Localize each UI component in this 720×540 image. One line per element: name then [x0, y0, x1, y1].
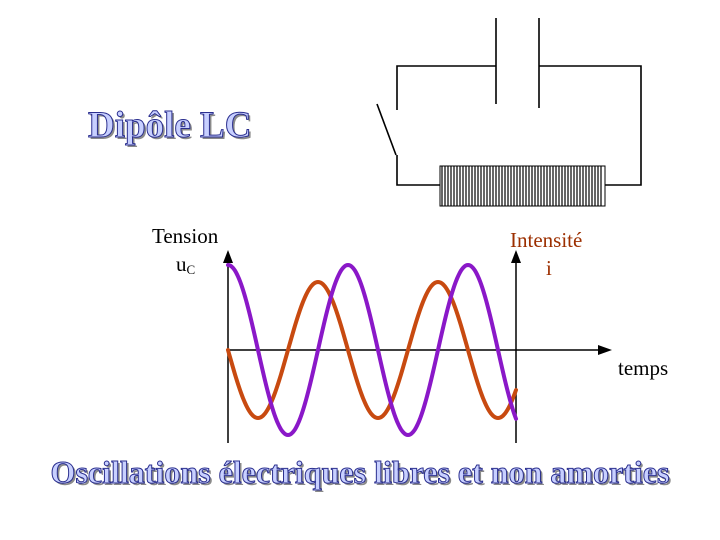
page-title: Dipôle LC — [88, 105, 252, 146]
inductor-coil — [440, 166, 605, 206]
wire-top-left — [397, 66, 496, 110]
i-symbol: i — [546, 256, 552, 280]
caption: Oscillations électriques libres et non amorties — [50, 454, 670, 490]
switch-blade — [377, 104, 396, 155]
uc-axis-arrow — [223, 250, 233, 263]
uc-symbol-sub: C — [186, 262, 196, 277]
time-axis-arrow — [598, 345, 612, 355]
wire-bottom-left — [397, 155, 440, 185]
wire-top-right — [539, 66, 641, 185]
i-axis-label: Intensité — [510, 228, 583, 252]
graph-axes — [223, 250, 612, 443]
lc-circuit — [377, 18, 641, 185]
uc-axis-label: Tension — [152, 224, 219, 248]
time-axis-label: temps — [618, 356, 669, 380]
uc-symbol — [176, 252, 195, 278]
uc-symbol-main: u — [176, 252, 187, 276]
